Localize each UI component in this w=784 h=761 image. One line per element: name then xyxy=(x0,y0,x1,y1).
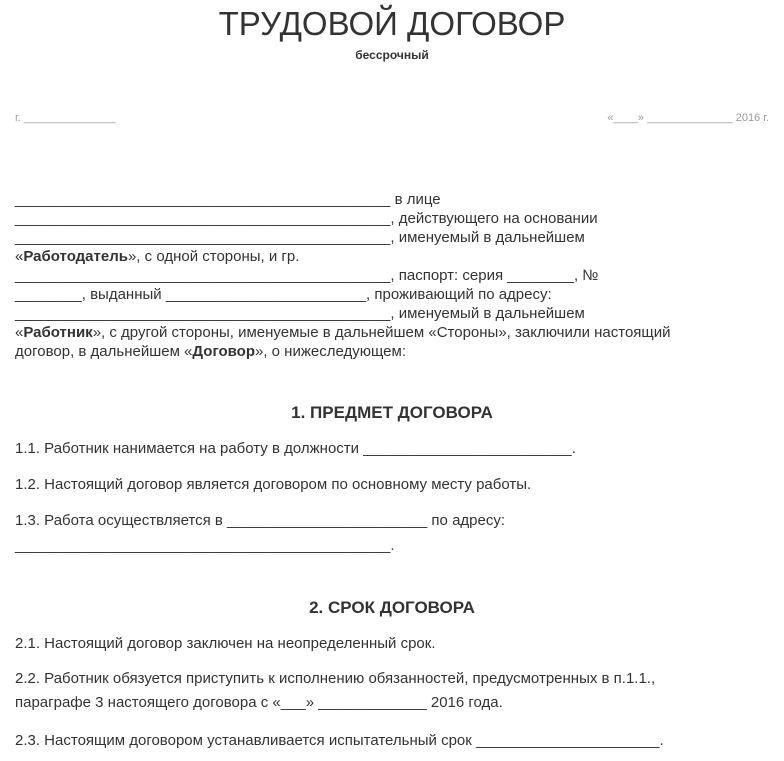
clause-1-2: 1.2. Настоящий договор является договором по основному месту работы. xyxy=(15,476,532,493)
document-title: ТРУДОВОЙ ДОГОВОР xyxy=(218,5,566,42)
parties-line-9-c: », о нижеследующем: xyxy=(255,343,406,360)
contract-term: Договор xyxy=(192,343,255,360)
clause-2-3: 2.3. Настоящим договором устанавливается испытательный срок ______________________. xyxy=(15,732,664,749)
clause-1-3-line-1: 1.3. Работа осуществляется в ________________________ по адресу: xyxy=(15,512,506,529)
clause-1-1: 1.1. Работник нанимается на работу в должности _________________________. xyxy=(15,440,576,457)
parties-line-8-rest: », с другой стороны, именуемые в дальнейшем «Стороны», заключили настоящий xyxy=(92,324,671,341)
clause-2-2-line-1: 2.2. Работник обязуется приступить к исполнению обязанностей, предусмотренных в п.1.1., xyxy=(15,670,656,687)
parties-line-3: _____________________________________________, именуемый в дальнейшем xyxy=(15,229,585,246)
parties-line-4 xyxy=(15,247,299,266)
parties-line-9-a: договор, в дальнейшем « xyxy=(15,343,193,360)
parties-line-7: _____________________________________________, именуемый в дальнейшем xyxy=(15,305,585,322)
document-subtitle: бессрочный xyxy=(355,48,429,62)
parties-line-5: _____________________________________________, паспорт: серия ________, № xyxy=(15,267,599,284)
section-1-heading: 1. ПРЕДМЕТ ДОГОВОРА xyxy=(291,403,493,422)
quote-open: « xyxy=(15,248,24,265)
date-field: «____» ______________ 2016 г. xyxy=(607,112,769,124)
clause-2-1: 2.1. Настоящий договор заключен на неопределенный срок. xyxy=(15,635,436,652)
quote-open: « xyxy=(15,324,24,341)
parties-line-1: _____________________________________________ в лице xyxy=(15,191,441,208)
employer-term: Работодатель xyxy=(23,248,128,265)
parties-line-2: _____________________________________________, действующего на основании xyxy=(15,210,598,227)
parties-line-8 xyxy=(15,323,671,342)
clause-1-3-line-2: _____________________________________________. xyxy=(15,537,395,554)
parties-line-9 xyxy=(15,342,406,361)
parties-line-4-rest: », с одной стороны, и гр. xyxy=(127,248,300,265)
parties-line-6: ________, выданный ________________________, проживающий по адресу: xyxy=(15,286,552,303)
clause-2-2-line-2: параграфе 3 настоящего договора с «___» _____________ 2016 года. xyxy=(15,694,503,711)
employee-term: Работник xyxy=(23,324,93,341)
city-field: г. _______________ xyxy=(15,112,116,124)
section-2-heading: 2. СРОК ДОГОВОРА xyxy=(309,598,475,617)
